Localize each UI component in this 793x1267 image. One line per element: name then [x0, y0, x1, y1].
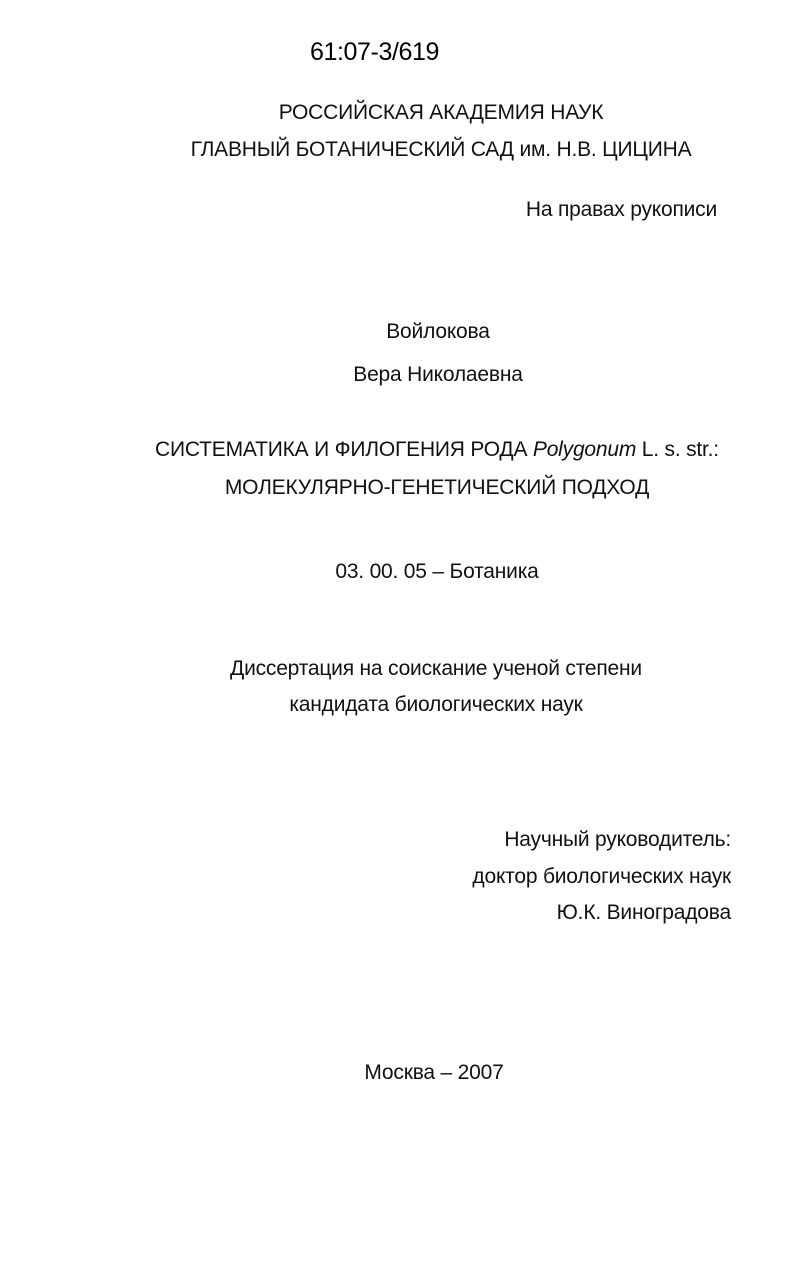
- author-given-names: Вера Николаевна: [353, 363, 523, 386]
- organization-academy: РОССИЙСКАЯ АКАДЕМИЯ НАУК: [278, 101, 604, 124]
- organization-garden: ГЛАВНЫЙ БОТАНИЧЕСКИЙ САД им. Н.В. ЦИЦИНА: [190, 138, 692, 161]
- title-genus: Polygonum: [532, 438, 637, 461]
- supervisor-name: Ю.К. Виноградова: [556, 901, 731, 924]
- rights-note: На правах рукописи: [525, 198, 717, 221]
- specialty: [0, 560, 793, 584]
- specialty-separator: –: [426, 560, 450, 583]
- dissertation-title-line2: МОЛЕКУЛЯРНО-ГЕНЕТИЧЕСКИЙ ПОДХОД: [224, 476, 650, 499]
- author-surname: Войлокова: [386, 320, 490, 343]
- supervisor-label: Научный руководитель:: [504, 828, 731, 851]
- place-year: Москва – 2007: [364, 1061, 504, 1084]
- supervisor-degree: доктор биологических наук: [472, 865, 731, 888]
- specialty-name: Ботаника: [449, 560, 539, 583]
- specialty-code: 03. 00. 05: [335, 560, 427, 583]
- catalog-number: 61:07-3/619: [310, 38, 440, 66]
- dissertation-title-line1: [0, 438, 793, 462]
- degree-statement-line2: кандидата биологических наук: [289, 693, 583, 716]
- degree-statement-line1: Диссертация на соискание ученой степени: [230, 657, 642, 680]
- title-suffix: L. s. str.:: [636, 438, 719, 461]
- title-prefix: СИСТЕМАТИКА И ФИЛОГЕНИЯ РОДА: [155, 438, 533, 461]
